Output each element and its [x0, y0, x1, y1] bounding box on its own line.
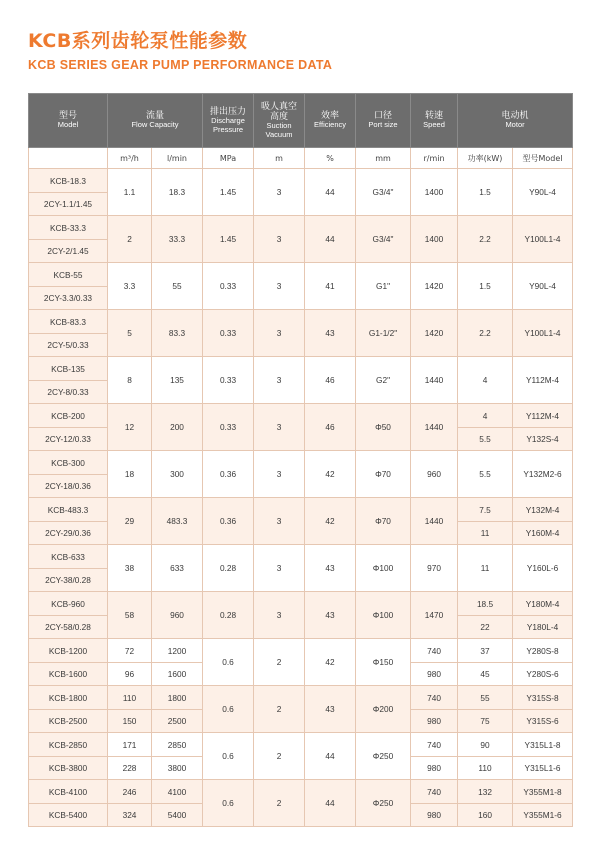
cell-model: KCB-135 — [29, 357, 108, 381]
cell-model: KCB-3800 — [29, 757, 108, 780]
cell-vac: 2 — [254, 686, 305, 733]
cell-lmin: 55 — [152, 263, 203, 310]
cell-speed: 1400 — [411, 169, 458, 216]
unit-power: 功率(kW) — [458, 148, 513, 169]
cell-speed: 1470 — [411, 592, 458, 639]
cell-lmin: 633 — [152, 545, 203, 592]
cell-lmin: 18.3 — [152, 169, 203, 216]
cell-motor: Y132M2-6 — [513, 451, 573, 498]
cell-lmin: 5400 — [152, 804, 203, 827]
cell-mpa: 0.6 — [203, 639, 254, 686]
cell-power: 75 — [458, 710, 513, 733]
table-row — [29, 357, 573, 381]
table-row — [29, 263, 573, 287]
cell-vac: 3 — [254, 451, 305, 498]
cell-eff: 44 — [305, 733, 356, 780]
cell-lmin: 300 — [152, 451, 203, 498]
cell-vac: 2 — [254, 733, 305, 780]
cell-motor: Y112M-4 — [513, 404, 573, 428]
cell-m3h: 110 — [108, 686, 152, 710]
cell-lmin: 135 — [152, 357, 203, 404]
cell-m3h: 228 — [108, 757, 152, 780]
cell-model: 2CY-12/0.33 — [29, 428, 108, 451]
cell-speed: 1400 — [411, 216, 458, 263]
header-flow: 流量 Flow Capacity — [108, 94, 203, 148]
table-row — [29, 733, 573, 757]
cell-lmin: 1600 — [152, 663, 203, 686]
cell-vac: 3 — [254, 545, 305, 592]
unit-lmin: l/min — [152, 148, 203, 169]
cell-m3h: 96 — [108, 663, 152, 686]
cell-model: 2CY-8/0.33 — [29, 381, 108, 404]
page-subtitle: KCB SERIES GEAR PUMP PERFORMANCE DATA — [28, 58, 333, 72]
cell-motor: Y180M-4 — [513, 592, 573, 616]
cell-mpa: 0.28 — [203, 592, 254, 639]
cell-power: 1.5 — [458, 263, 513, 310]
cell-mpa: 0.6 — [203, 686, 254, 733]
header-efficiency: 效率 Efficiency — [305, 94, 356, 148]
cell-eff: 43 — [305, 686, 356, 733]
cell-port: Φ150 — [356, 639, 411, 686]
cell-model: KCB-4100 — [29, 780, 108, 804]
cell-power: 22 — [458, 616, 513, 639]
unit-blank — [29, 148, 108, 169]
cell-port: G1" — [356, 263, 411, 310]
cell-power: 160 — [458, 804, 513, 827]
cell-vac: 2 — [254, 639, 305, 686]
unit-m3h: m³/h — [108, 148, 152, 169]
cell-vac: 3 — [254, 216, 305, 263]
cell-power: 1.5 — [458, 169, 513, 216]
cell-port: Φ70 — [356, 451, 411, 498]
cell-eff: 43 — [305, 592, 356, 639]
cell-vac: 3 — [254, 310, 305, 357]
cell-model: 2CY-5/0.33 — [29, 334, 108, 357]
cell-mpa: 0.28 — [203, 545, 254, 592]
cell-model: KCB-55 — [29, 263, 108, 287]
cell-speed: 980 — [411, 663, 458, 686]
header-port: 口径 Port size — [356, 94, 411, 148]
cell-motor: Y100L1-4 — [513, 310, 573, 357]
cell-power: 2.2 — [458, 310, 513, 357]
cell-model: KCB-2850 — [29, 733, 108, 757]
cell-model: KCB-5400 — [29, 804, 108, 827]
cell-model: KCB-1600 — [29, 663, 108, 686]
cell-m3h: 1.1 — [108, 169, 152, 216]
cell-model: KCB-1200 — [29, 639, 108, 663]
cell-model: 2CY-38/0.28 — [29, 569, 108, 592]
cell-speed: 1420 — [411, 310, 458, 357]
cell-port: Φ250 — [356, 733, 411, 780]
cell-motor: Y180L-4 — [513, 616, 573, 639]
cell-port: Φ70 — [356, 498, 411, 545]
cell-motor: Y100L1-4 — [513, 216, 573, 263]
cell-power: 45 — [458, 663, 513, 686]
cell-motor: Y90L-4 — [513, 263, 573, 310]
table-row — [29, 498, 573, 522]
header-model: 型号 Model — [29, 94, 108, 148]
cell-motor: Y315L1-6 — [513, 757, 573, 780]
cell-motor: Y355M1-8 — [513, 780, 573, 804]
cell-port: Φ100 — [356, 592, 411, 639]
cell-model: KCB-300 — [29, 451, 108, 475]
unit-pct: % — [305, 148, 356, 169]
cell-motor: Y90L-4 — [513, 169, 573, 216]
cell-vac: 3 — [254, 357, 305, 404]
cell-lmin: 960 — [152, 592, 203, 639]
cell-m3h: 171 — [108, 733, 152, 757]
table-row — [29, 592, 573, 616]
cell-mpa: 0.36 — [203, 451, 254, 498]
cell-model: 2CY-2/1.45 — [29, 240, 108, 263]
cell-eff: 44 — [305, 169, 356, 216]
page-title: KCB系列齿轮泵性能参数 — [28, 30, 248, 52]
table-row — [29, 310, 573, 334]
cell-power: 18.5 — [458, 592, 513, 616]
cell-vac: 3 — [254, 592, 305, 639]
cell-port: Φ250 — [356, 780, 411, 827]
cell-vac: 3 — [254, 404, 305, 451]
cell-model: KCB-83.3 — [29, 310, 108, 334]
unit-mm: mm — [356, 148, 411, 169]
cell-eff: 42 — [305, 498, 356, 545]
header-suction: 吸人真空 高度 Suction Vacuum — [254, 94, 305, 148]
cell-m3h: 29 — [108, 498, 152, 545]
cell-m3h: 5 — [108, 310, 152, 357]
cell-port: Φ100 — [356, 545, 411, 592]
cell-m3h: 72 — [108, 639, 152, 663]
cell-motor: Y355M1-6 — [513, 804, 573, 827]
cell-eff: 44 — [305, 780, 356, 827]
cell-speed: 960 — [411, 451, 458, 498]
cell-vac: 3 — [254, 498, 305, 545]
cell-motor: Y132S-4 — [513, 428, 573, 451]
cell-speed: 1440 — [411, 404, 458, 451]
cell-motor: Y160L-6 — [513, 545, 573, 592]
cell-speed: 1420 — [411, 263, 458, 310]
header-speed: 转速 Speed — [411, 94, 458, 148]
cell-speed: 970 — [411, 545, 458, 592]
cell-speed: 980 — [411, 710, 458, 733]
cell-power: 5.5 — [458, 451, 513, 498]
cell-model: 2CY-29/0.36 — [29, 522, 108, 545]
cell-model: 2CY-1.1/1.45 — [29, 193, 108, 216]
cell-eff: 41 — [305, 263, 356, 310]
cell-eff: 43 — [305, 310, 356, 357]
cell-power: 7.5 — [458, 498, 513, 522]
cell-m3h: 8 — [108, 357, 152, 404]
cell-power: 2.2 — [458, 216, 513, 263]
units-row — [29, 148, 573, 169]
cell-mpa: 0.36 — [203, 498, 254, 545]
cell-speed: 1440 — [411, 357, 458, 404]
cell-m3h: 58 — [108, 592, 152, 639]
cell-power: 11 — [458, 522, 513, 545]
cell-mpa: 1.45 — [203, 216, 254, 263]
cell-power: 37 — [458, 639, 513, 663]
cell-eff: 42 — [305, 451, 356, 498]
cell-power: 4 — [458, 404, 513, 428]
cell-mpa: 0.6 — [203, 733, 254, 780]
cell-mpa: 0.33 — [203, 357, 254, 404]
cell-eff: 43 — [305, 545, 356, 592]
cell-motor: Y132M-4 — [513, 498, 573, 522]
cell-mpa: 0.6 — [203, 780, 254, 827]
cell-motor: Y315L1-8 — [513, 733, 573, 757]
cell-lmin: 3800 — [152, 757, 203, 780]
table-row — [29, 451, 573, 475]
cell-model: 2CY-18/0.36 — [29, 475, 108, 498]
cell-m3h: 3.3 — [108, 263, 152, 310]
cell-power: 90 — [458, 733, 513, 757]
cell-lmin: 2850 — [152, 733, 203, 757]
header-row — [29, 94, 573, 148]
cell-motor: Y315S-6 — [513, 710, 573, 733]
cell-m3h: 150 — [108, 710, 152, 733]
header-motor: 电动机 Motor — [458, 94, 573, 148]
unit-rmin: r/min — [411, 148, 458, 169]
table-body — [29, 169, 573, 827]
cell-speed: 740 — [411, 639, 458, 663]
cell-m3h: 324 — [108, 804, 152, 827]
table-row — [29, 686, 573, 710]
cell-speed: 980 — [411, 804, 458, 827]
cell-power: 4 — [458, 357, 513, 404]
cell-motor: Y280S-8 — [513, 639, 573, 663]
table-row — [29, 216, 573, 240]
unit-mpa: MPa — [203, 148, 254, 169]
cell-port: G3/4" — [356, 216, 411, 263]
table-row — [29, 545, 573, 569]
cell-motor: Y280S-6 — [513, 663, 573, 686]
cell-lmin: 33.3 — [152, 216, 203, 263]
cell-model: KCB-633 — [29, 545, 108, 569]
cell-model: KCB-483.3 — [29, 498, 108, 522]
table-row — [29, 404, 573, 428]
cell-port: G2" — [356, 357, 411, 404]
unit-motor-model: 型号Model — [513, 148, 573, 169]
cell-lmin: 1800 — [152, 686, 203, 710]
cell-m3h: 2 — [108, 216, 152, 263]
cell-lmin: 4100 — [152, 780, 203, 804]
cell-lmin: 1200 — [152, 639, 203, 663]
cell-vac: 3 — [254, 263, 305, 310]
cell-model: 2CY-58/0.28 — [29, 616, 108, 639]
cell-mpa: 0.33 — [203, 310, 254, 357]
cell-lmin: 200 — [152, 404, 203, 451]
cell-power: 5.5 — [458, 428, 513, 451]
cell-speed: 740 — [411, 686, 458, 710]
header-discharge: 排出压力 Discharge Pressure — [203, 94, 254, 148]
performance-table — [28, 93, 573, 827]
cell-motor: Y112M-4 — [513, 357, 573, 404]
cell-model: KCB-2500 — [29, 710, 108, 733]
cell-m3h: 18 — [108, 451, 152, 498]
table-row — [29, 780, 573, 804]
cell-model: KCB-200 — [29, 404, 108, 428]
cell-mpa: 1.45 — [203, 169, 254, 216]
cell-port: G1-1/2" — [356, 310, 411, 357]
cell-motor: Y160M-4 — [513, 522, 573, 545]
cell-power: 55 — [458, 686, 513, 710]
cell-power: 110 — [458, 757, 513, 780]
cell-speed: 740 — [411, 780, 458, 804]
cell-lmin: 83.3 — [152, 310, 203, 357]
cell-m3h: 12 — [108, 404, 152, 451]
cell-vac: 3 — [254, 169, 305, 216]
cell-lmin: 2500 — [152, 710, 203, 733]
cell-model: KCB-960 — [29, 592, 108, 616]
cell-power: 132 — [458, 780, 513, 804]
cell-port: Φ200 — [356, 686, 411, 733]
cell-speed: 1440 — [411, 498, 458, 545]
unit-m: m — [254, 148, 305, 169]
cell-port: Φ50 — [356, 404, 411, 451]
cell-vac: 2 — [254, 780, 305, 827]
cell-speed: 740 — [411, 733, 458, 757]
cell-m3h: 38 — [108, 545, 152, 592]
table-row — [29, 639, 573, 663]
cell-port: G3/4" — [356, 169, 411, 216]
cell-model: 2CY-3.3/0.33 — [29, 287, 108, 310]
cell-lmin: 483.3 — [152, 498, 203, 545]
cell-model: KCB-33.3 — [29, 216, 108, 240]
cell-eff: 44 — [305, 216, 356, 263]
cell-eff: 46 — [305, 357, 356, 404]
cell-eff: 46 — [305, 404, 356, 451]
cell-motor: Y315S-8 — [513, 686, 573, 710]
cell-eff: 42 — [305, 639, 356, 686]
cell-model: KCB-1800 — [29, 686, 108, 710]
cell-mpa: 0.33 — [203, 404, 254, 451]
table-row — [29, 169, 573, 193]
cell-m3h: 246 — [108, 780, 152, 804]
cell-model: KCB-18.3 — [29, 169, 108, 193]
cell-mpa: 0.33 — [203, 263, 254, 310]
cell-speed: 980 — [411, 757, 458, 780]
cell-power: 11 — [458, 545, 513, 592]
